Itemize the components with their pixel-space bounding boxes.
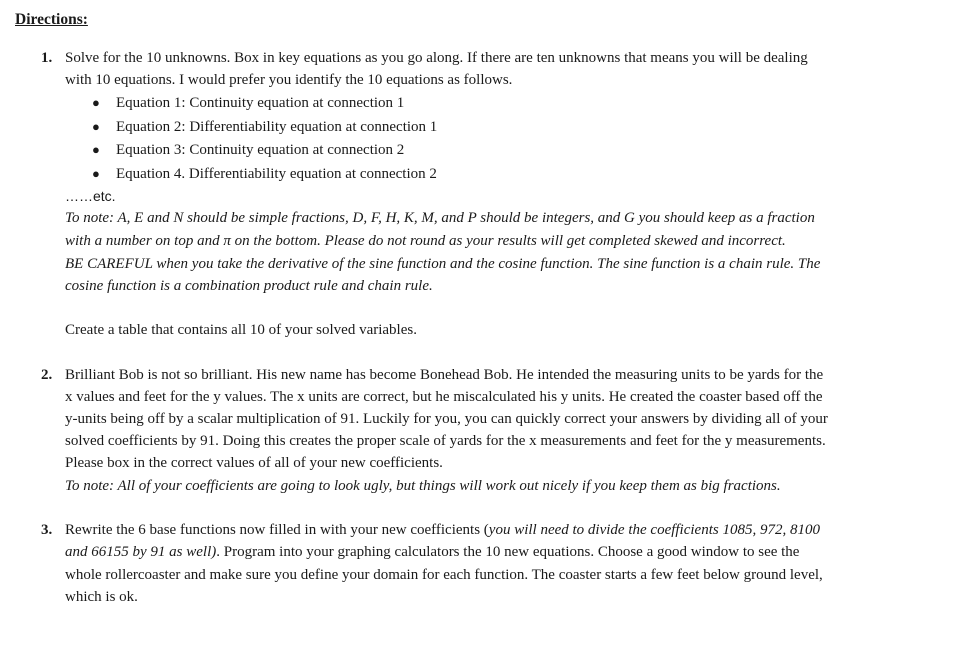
bullet-icon: ● bbox=[92, 95, 100, 110]
item-2-line: x values and feet for the y values. The x units are correct, but he miscalculated his y units. He created the coaster based off the bbox=[65, 389, 823, 405]
item-3-line bbox=[65, 542, 799, 562]
bullet-icon: ● bbox=[92, 142, 100, 157]
item-2-line: Please box in the correct values of all of your new coefficients. bbox=[65, 455, 443, 471]
item-3-number: 3. bbox=[41, 522, 53, 538]
item-3-line: which is ok. bbox=[65, 589, 138, 605]
item-3-italic-text: you will need to divide the coefficients 1085, 972, 8100 bbox=[488, 522, 820, 538]
item-2-line: Brilliant Bob is not so brilliant. His new name has become Bonehead Bob. He intended the measuring units to be yards for the bbox=[65, 367, 824, 383]
bullet-item-equation-2: Equation 2: Differentiability equation at connection 1 bbox=[116, 119, 438, 135]
directions-heading: Directions: bbox=[15, 11, 88, 28]
item-2-note: To note: All of your coefficients are going to look ugly, but things will work out nicely if you keep them as big fractions. bbox=[65, 478, 781, 494]
item-3-line bbox=[65, 520, 820, 540]
item-2-line: y-units being off by a scalar multiplication of 91. Luckily for you, you can quickly correct your answers by dividing all of your bbox=[65, 411, 828, 427]
item-1-note: To note: A, E and N should be simple fractions, D, F, H, K, M, and P should be integers, and G you should keep as a fraction bbox=[65, 210, 815, 226]
item-2-line: solved coefficients by 91. Doing this creates the proper scale of yards for the x measurements and feet for the y measurements. bbox=[65, 433, 826, 449]
bullet-item-equation-1: Equation 1: Continuity equation at connection 1 bbox=[116, 95, 405, 111]
item-1-line: Solve for the 10 unknowns. Box in key equations as you go along. If there are ten unknowns that means you will be dealing bbox=[65, 50, 808, 66]
item-1-note: cosine function is a combination product rule and chain rule. bbox=[65, 278, 433, 294]
item-1-number: 1. bbox=[41, 50, 53, 66]
item-1-note: BE CAREFUL when you take the derivative of the sine function and the cosine function. The sine function is a chain rule. The bbox=[65, 256, 821, 272]
item-3-text: . Program into your graphing calculators the 10 new equations. Choose a good window to see the bbox=[216, 544, 800, 560]
bullet-item-equation-3: Equation 3: Continuity equation at connection 2 bbox=[116, 142, 405, 158]
item-3-text: Rewrite the 6 base functions now filled in with your new coefficients ( bbox=[65, 522, 489, 538]
item-3-line: whole rollercoaster and make sure you define your domain for each function. The coaster starts a few feet below ground level, bbox=[65, 567, 823, 583]
table-instruction: Create a table that contains all 10 of your solved variables. bbox=[65, 322, 417, 338]
bullet-item-equation-4: Equation 4. Differentiability equation at connection 2 bbox=[116, 166, 437, 182]
item-1-line: with 10 equations. I would prefer you identify the 10 equations as follows. bbox=[65, 72, 513, 88]
item-2-number: 2. bbox=[41, 367, 53, 383]
item-1-note: with a number on top and π on the bottom. Please do not round as your results will get completed skewed and incorrect. bbox=[65, 233, 786, 249]
etc-text: ……etc. bbox=[65, 188, 116, 204]
bullet-icon: ● bbox=[92, 119, 100, 134]
bullet-icon: ● bbox=[92, 166, 100, 181]
item-3-italic-text: and 66155 by 91 as well) bbox=[65, 544, 217, 560]
